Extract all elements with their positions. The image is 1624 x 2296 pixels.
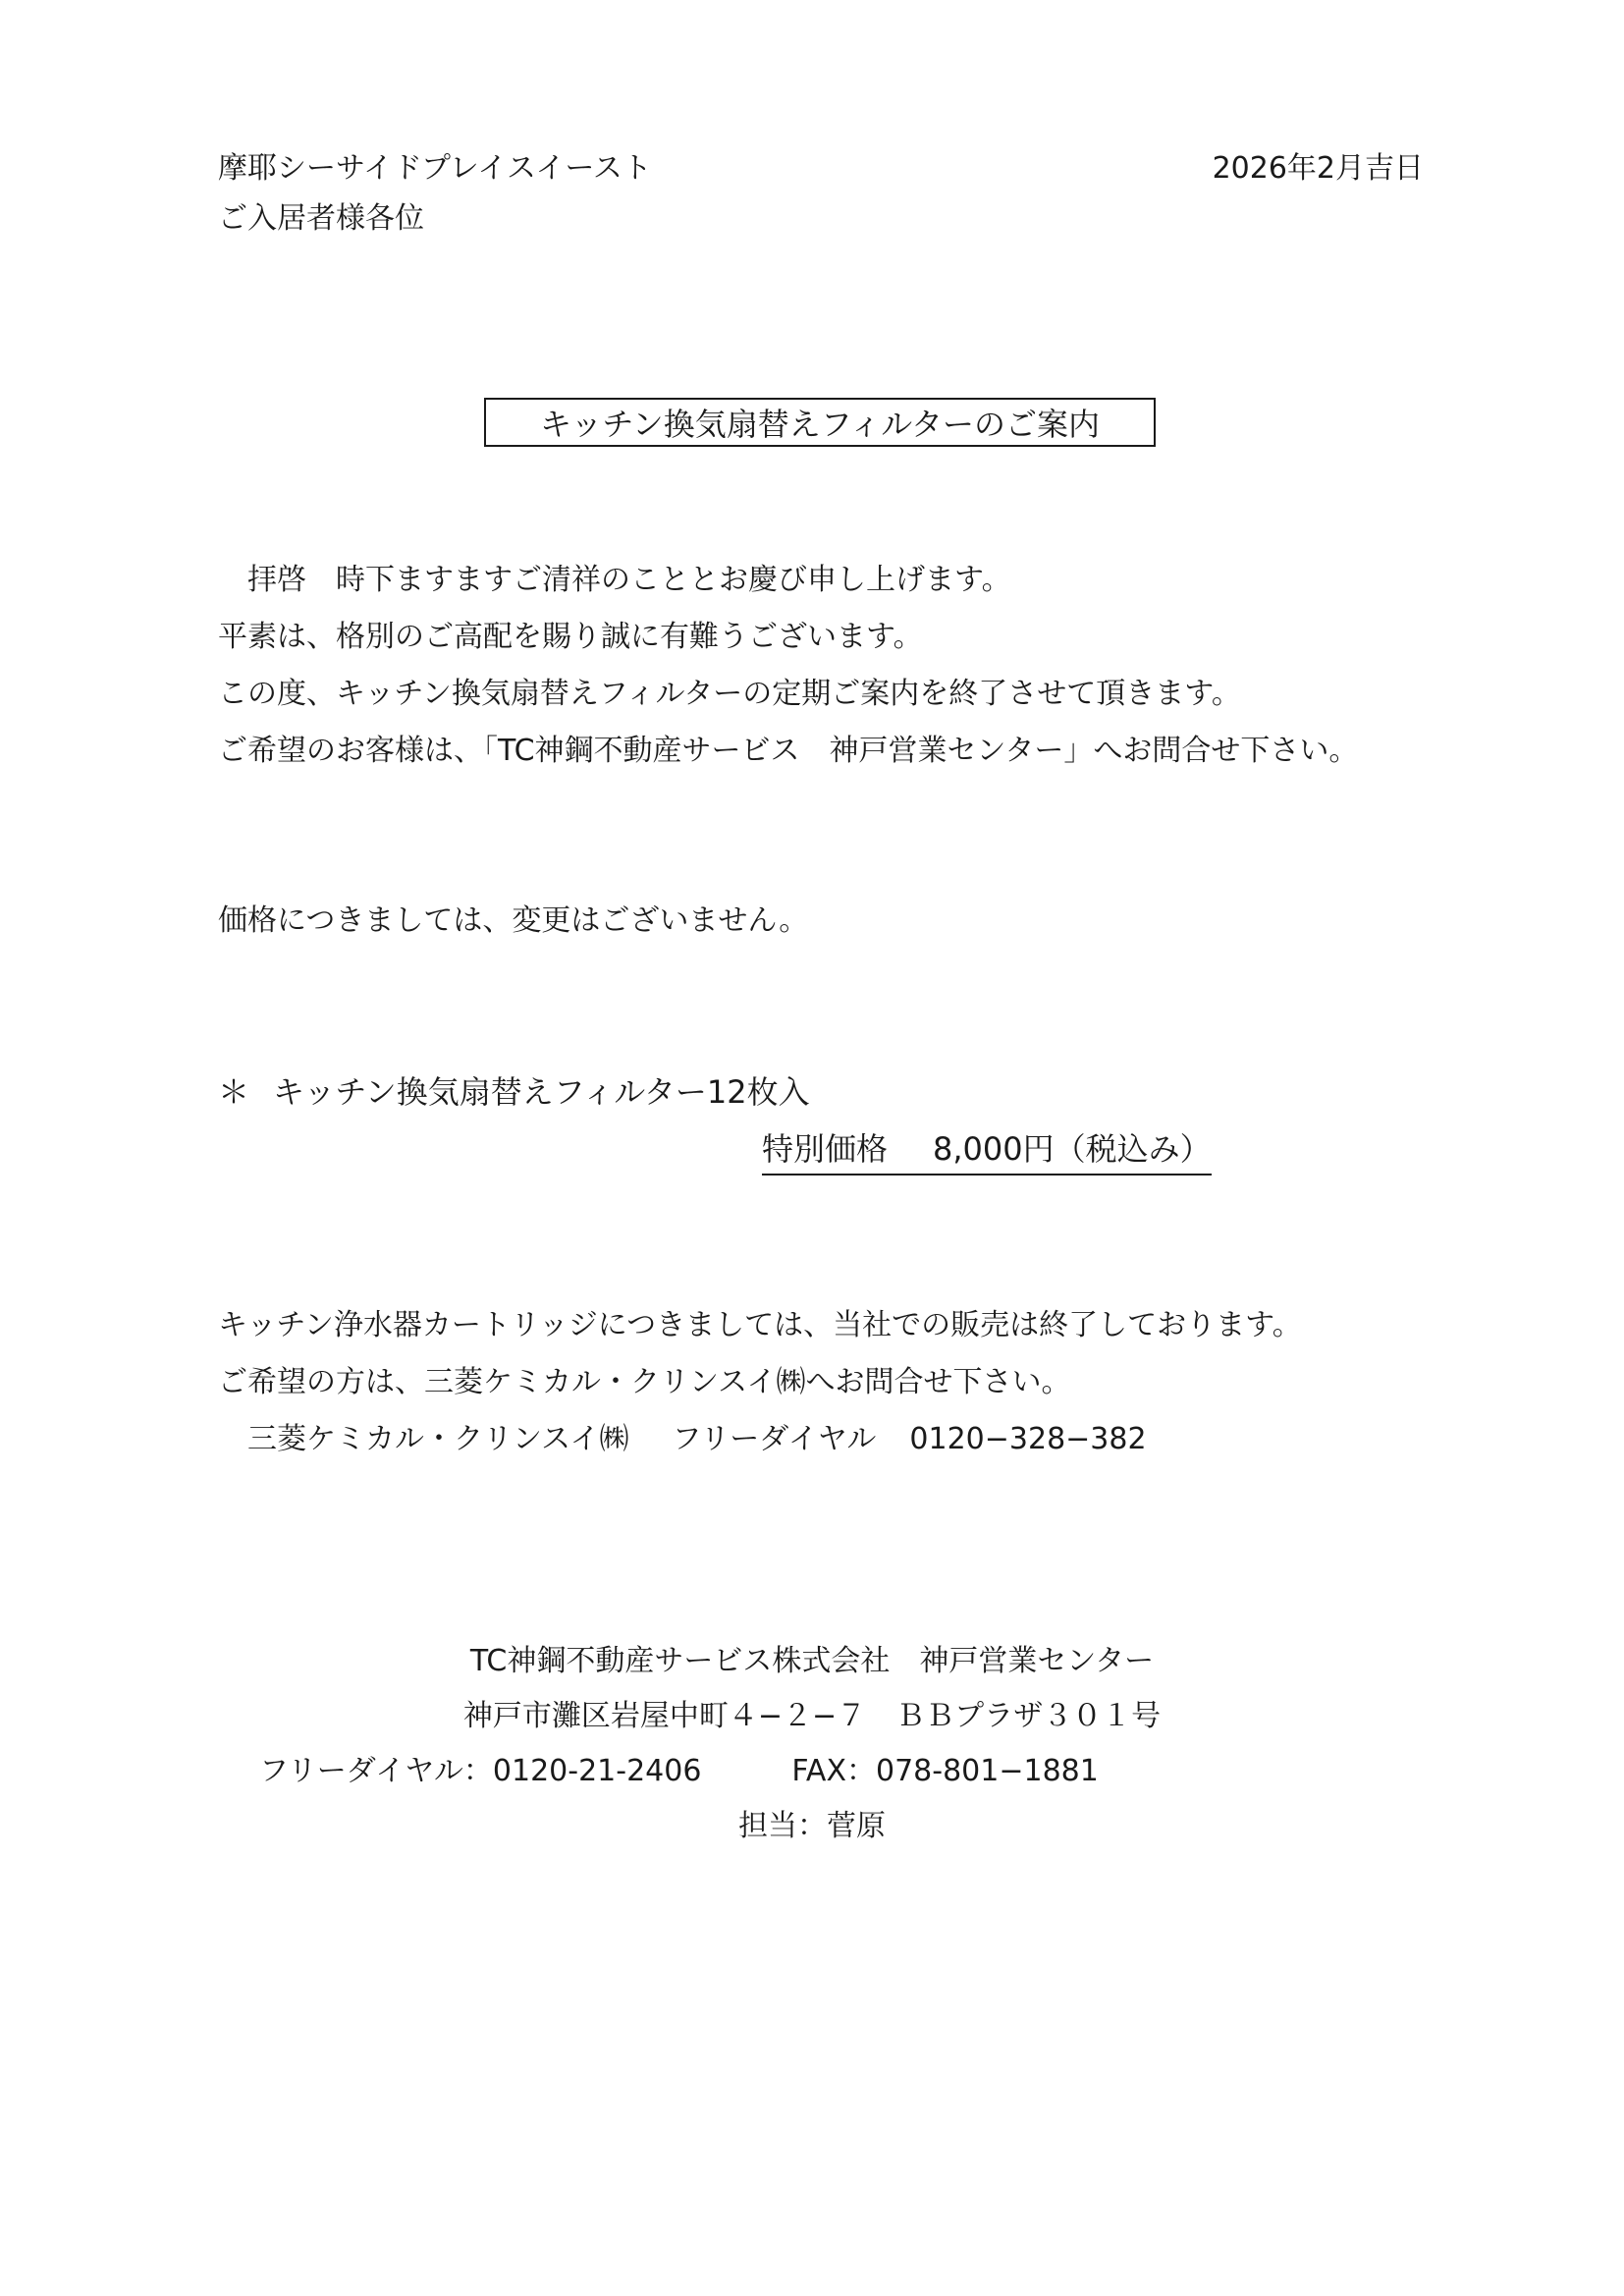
body-greeting: 拝啓 時下ますますご清祥のこととお慶び申し上げます。 [218,563,1011,597]
footer-fax: FAX：078-801−1881 [791,1754,1099,1788]
price-note: 価格につきましては、変更はございません。 [218,903,809,938]
special-price [762,1124,1212,1175]
cartridge-dial-number: 0120−328−382 [909,1422,1147,1456]
price-value: 8,000円（税込み） [933,1130,1212,1168]
letter-date: 2026年2月吉日 [1212,151,1424,186]
footer-contact-person: 担当：菅原 [738,1809,886,1843]
letter-title [484,398,1156,447]
footer-free-dial: フリーダイヤル：0120-21-2406 [259,1754,702,1788]
footer-address: 神戸市灘区岩屋中町４−２−７ ＢＢプラザ３０１号 [462,1699,1162,1733]
product-name: キッチン換気扇替えフィルター12枚入 [273,1073,810,1111]
cartridge-company: 三菱ケミカル・クリンスイ㈱ [247,1422,629,1456]
body-contact-request: ご希望のお客様は、「TC神鋼不動産サービス 神戸営業センター」へお問合せ下さい。 [218,734,1359,768]
cartridge-contact: ご希望の方は、三菱ケミカル・クリンスイ㈱へお問合せ下さい。 [218,1365,1071,1399]
cartridge-dial-label: フリーダイヤル [672,1422,877,1456]
footer-phone-fax [259,1752,1099,1791]
footer-company: TC神鋼不動産サービス株式会社 神戸営業センター [469,1644,1155,1678]
cartridge-notice: キッチン浄水器カートリッジにつきましては、当社での販売は終了しております。 [218,1308,1302,1342]
product-bullet: ＊ [218,1073,250,1111]
cartridge-dial [247,1420,1147,1459]
price-label: 特別価格 [762,1130,889,1168]
recipient-building: 摩耶シーサイドプレイスイースト [218,151,652,186]
recipient-residents: ご入居者様各位 [218,201,424,236]
body-thanks: 平素は、格別のご高配を賜り誠に有難うございます。 [218,620,923,654]
body-notice: この度、キッチン換気扇替えフィルターの定期ご案内を終了させて頂きます。 [218,677,1241,711]
letter-title-text: キッチン換気扇替えフィルターのご案内 [540,406,1100,443]
